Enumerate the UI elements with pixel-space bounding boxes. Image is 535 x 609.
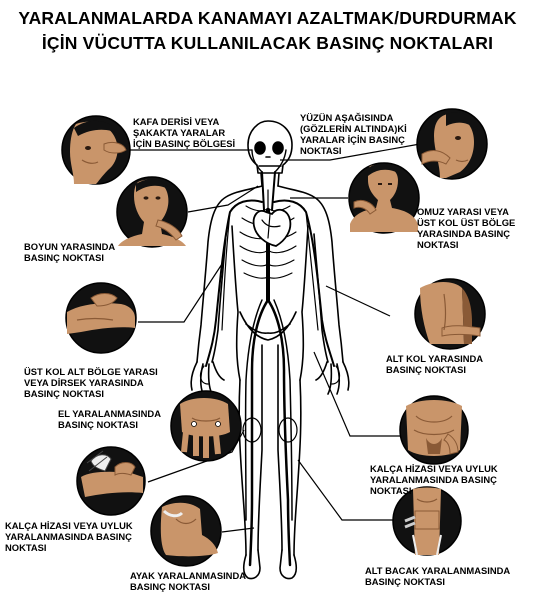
human-figure: [191, 121, 349, 579]
label-kafa: KAFA DERİSİ VEYA ŞAKAKTA YARALAR İÇİN BASINÇ BÖLGESİ: [133, 116, 236, 149]
label-omuz: OMUZ YARASI VEYA ÜST KOL ÜST BÖLGE YARASINDA BASINÇ NOKTASI: [417, 206, 516, 250]
leader-ust-kol: [138, 264, 222, 322]
leader-ayak: [222, 528, 254, 532]
inset-neck: [117, 177, 187, 247]
heart: [254, 210, 291, 246]
label-yuz: YÜZÜN AŞAĞISINDA (GÖZLERİN ALTINDA)Kİ YARALAR İÇİN BASINÇ NOKTASI: [300, 112, 407, 156]
inset-head-scalp: [62, 116, 130, 184]
inset-hip-left: [77, 447, 145, 515]
inset-foot: [151, 496, 221, 566]
label-alt-bacak: ALT BACAK YARALANMASINDA BASINÇ NOKTASI: [365, 565, 511, 587]
label-el: EL YARALANMASINDA BASINÇ NOKTASI: [58, 408, 161, 430]
title-line-1: YARALANMALARDA KANAMAYI AZALTMAK/DURDURMAK: [18, 8, 517, 28]
inset-hip-right: [400, 396, 468, 464]
label-ust-kol: ÜST KOL ALT BÖLGE YARASI VEYA DİRSEK YARASINDA BASINÇ NOKTASI: [24, 366, 158, 399]
inset-lower-leg: [393, 487, 461, 555]
inset-shoulder: [349, 163, 419, 233]
label-alt-kol: ALT KOL YARASINDA BASINÇ NOKTASI: [386, 353, 484, 375]
blood-vessels: [201, 150, 340, 565]
leader-alt-kol: [326, 286, 390, 316]
inset-face-lower: [417, 109, 487, 179]
inset-hand: [171, 391, 241, 461]
pelvis: [240, 312, 296, 340]
inset-upper-arm: [66, 283, 136, 353]
label-boyun: BOYUN YARASINDA BASINÇ NOKTASI: [24, 241, 116, 263]
label-ayak: AYAK YARALANMASINDA BASINÇ NOKTASI: [130, 570, 246, 592]
hand-right: [191, 362, 224, 394]
label-kalca-sol: KALÇA HİZASI VEYA UYLUK YARALANMASINDA BASINÇ NOKTASI: [5, 520, 133, 553]
title-line-2: İÇİN VÜCUTTA KULLANILACAK BASINÇ NOKTALARI: [41, 33, 494, 53]
inset-lower-arm: [415, 279, 485, 349]
label-kalca-sag: KALÇA HİZASI VEYA UYLUK YARALANMASINDA BASINÇ NOKTASI: [370, 463, 498, 496]
